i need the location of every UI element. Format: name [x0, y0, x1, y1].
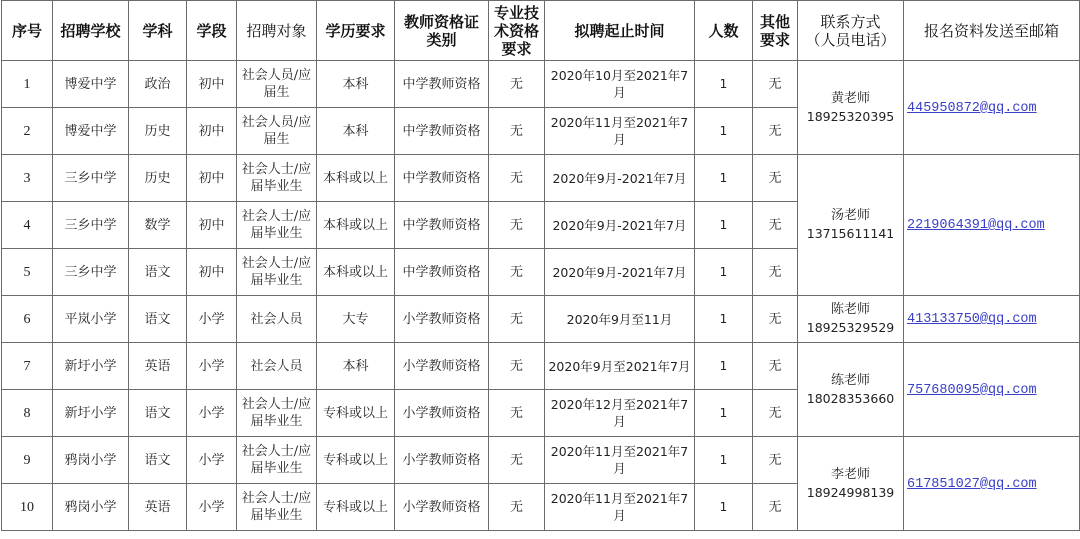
- header-target: 招聘对象: [237, 1, 317, 61]
- cell-period: 2020年11月至2021年7月: [545, 437, 695, 484]
- cell-target: 社会人员: [237, 296, 317, 343]
- cell-other: 无: [753, 202, 798, 249]
- cell-level: 小学: [187, 390, 237, 437]
- cell-count: 1: [695, 484, 753, 531]
- cell-subject: 政治: [129, 61, 187, 108]
- cell-cert: 中学教师资格: [395, 108, 489, 155]
- cell-school: 三乡中学: [53, 202, 129, 249]
- table-row: [2, 437, 1080, 484]
- cell-target: 社会人员: [237, 343, 317, 390]
- cell-level: 初中: [187, 249, 237, 296]
- email-link[interactable]: 445950872@qq.com: [907, 100, 1037, 116]
- cell-cert: 小学教师资格: [395, 296, 489, 343]
- cell-contact: [798, 343, 904, 437]
- cell-contact: [798, 155, 904, 296]
- header-contact-line1: 联系方式: [820, 12, 881, 31]
- cell-subject: 语文: [129, 296, 187, 343]
- cell-period: 2020年9月-2021年7月: [545, 249, 695, 296]
- cell-school: 鸦岗小学: [53, 484, 129, 531]
- cell-seq: 8: [2, 390, 53, 437]
- cell-tech: 无: [489, 61, 545, 108]
- cell-cert: 中学教师资格: [395, 155, 489, 202]
- header-seq: 序号: [2, 1, 53, 61]
- cell-level: 小学: [187, 484, 237, 531]
- cell-period: 2020年11月至2021年7月: [545, 484, 695, 531]
- cell-seq: 6: [2, 296, 53, 343]
- cell-target: 社会人员/应届生: [237, 61, 317, 108]
- cell-email: [904, 296, 1080, 343]
- cell-other: 无: [753, 390, 798, 437]
- table-row: [2, 61, 1080, 108]
- cell-seq: 1: [2, 61, 53, 108]
- cell-count: 1: [695, 202, 753, 249]
- cell-target: 社会人员/应届生: [237, 108, 317, 155]
- cell-email: [904, 61, 1080, 155]
- cell-count: 1: [695, 108, 753, 155]
- cell-period: 2020年12月至2021年7月: [545, 390, 695, 437]
- cell-seq: 5: [2, 249, 53, 296]
- cell-subject: 语文: [129, 249, 187, 296]
- cell-seq: 10: [2, 484, 53, 531]
- cell-email: [904, 155, 1080, 296]
- cell-tech: 无: [489, 296, 545, 343]
- cell-tech: 无: [489, 343, 545, 390]
- cell-period: 2020年10月至2021年7月: [545, 61, 695, 108]
- cell-education: 本科或以上: [317, 155, 395, 202]
- cell-count: 1: [695, 249, 753, 296]
- header-period: 拟聘起止时间: [545, 1, 695, 61]
- cell-count: 1: [695, 296, 753, 343]
- header-level: 学段: [187, 1, 237, 61]
- cell-school: 新圩小学: [53, 343, 129, 390]
- cell-cert: 小学教师资格: [395, 437, 489, 484]
- contact-name: 练老师: [830, 372, 870, 388]
- cell-school: 三乡中学: [53, 155, 129, 202]
- cell-cert: 中学教师资格: [395, 249, 489, 296]
- cell-level: 初中: [187, 61, 237, 108]
- cell-subject: 语文: [129, 437, 187, 484]
- cell-tech: 无: [489, 390, 545, 437]
- cell-contact: [798, 437, 904, 531]
- cell-other: 无: [753, 343, 798, 390]
- cell-seq: 3: [2, 155, 53, 202]
- cell-cert: 小学教师资格: [395, 343, 489, 390]
- contact-name: 陈老师: [830, 302, 870, 317]
- cell-target: 社会人士/应届毕业生: [237, 202, 317, 249]
- header-row: [2, 1, 1080, 61]
- header-count: 人数: [695, 1, 753, 61]
- email-link[interactable]: 617851027@qq.com: [907, 476, 1037, 492]
- cell-tech: 无: [489, 108, 545, 155]
- contact-name: 黄老师: [830, 90, 870, 106]
- cell-education: 本科或以上: [317, 249, 395, 296]
- cell-subject: 英语: [129, 484, 187, 531]
- email-link[interactable]: 2219064391@qq.com: [907, 218, 1045, 233]
- table-row: [2, 296, 1080, 343]
- cell-school: 三乡中学: [53, 249, 129, 296]
- cell-seq: 7: [2, 343, 53, 390]
- contact-phone: 18925320395: [806, 108, 895, 124]
- cell-contact: [798, 296, 904, 343]
- cell-tech: 无: [489, 484, 545, 531]
- cell-count: 1: [695, 61, 753, 108]
- cell-level: 小学: [187, 343, 237, 390]
- cell-other: 无: [753, 484, 798, 531]
- header-email: 报名资料发送至邮箱: [904, 1, 1080, 61]
- contact-name: 汤老师: [830, 208, 870, 223]
- cell-school: 新圩小学: [53, 390, 129, 437]
- cell-period: 2020年9月至11月: [545, 296, 695, 343]
- cell-cert: 中学教师资格: [395, 202, 489, 249]
- cell-other: 无: [753, 437, 798, 484]
- cell-email: [904, 343, 1080, 437]
- cell-other: 无: [753, 249, 798, 296]
- cell-other: 无: [753, 296, 798, 343]
- cell-period: 2020年9月-2021年7月: [545, 202, 695, 249]
- email-link[interactable]: 757680095@qq.com: [907, 382, 1037, 398]
- recruitment-table: [1, 0, 1080, 531]
- header-contact: [798, 1, 904, 61]
- cell-cert: 小学教师资格: [395, 484, 489, 531]
- table-row: [2, 343, 1080, 390]
- cell-level: 初中: [187, 155, 237, 202]
- cell-education: 本科或以上: [317, 202, 395, 249]
- header-tech: 专业技术资格要求: [489, 1, 545, 61]
- cell-period: 2020年9月-2021年7月: [545, 155, 695, 202]
- cell-school: 鸦岗小学: [53, 437, 129, 484]
- cell-subject: 历史: [129, 155, 187, 202]
- cell-education: 专科或以上: [317, 437, 395, 484]
- cell-target: 社会人士/应届毕业生: [237, 249, 317, 296]
- contact-phone: 13715611141: [806, 226, 895, 241]
- cell-seq: 4: [2, 202, 53, 249]
- contact-phone: 18925329529: [806, 320, 895, 335]
- header-subject: 学科: [129, 1, 187, 61]
- cell-tech: 无: [489, 155, 545, 202]
- cell-level: 小学: [187, 296, 237, 343]
- contact-phone: 18028353660: [806, 390, 895, 406]
- cell-subject: 数学: [129, 202, 187, 249]
- email-link[interactable]: 413133750@qq.com: [907, 312, 1037, 327]
- cell-school: 平岚小学: [53, 296, 129, 343]
- cell-other: 无: [753, 108, 798, 155]
- contact-phone: 18924998139: [806, 484, 895, 500]
- cell-count: 1: [695, 437, 753, 484]
- cell-education: 本科: [317, 61, 395, 108]
- cell-subject: 英语: [129, 343, 187, 390]
- cell-education: 本科: [317, 108, 395, 155]
- cell-seq: 2: [2, 108, 53, 155]
- cell-level: 小学: [187, 437, 237, 484]
- cell-other: 无: [753, 155, 798, 202]
- cell-level: 初中: [187, 202, 237, 249]
- header-other: 其他要求: [753, 1, 798, 61]
- cell-education: 大专: [317, 296, 395, 343]
- cell-education: 专科或以上: [317, 484, 395, 531]
- cell-target: 社会人士/应届毕业生: [237, 390, 317, 437]
- cell-cert: 小学教师资格: [395, 390, 489, 437]
- cell-seq: 9: [2, 437, 53, 484]
- contact-name: 李老师: [830, 466, 870, 482]
- cell-school: 博爱中学: [53, 61, 129, 108]
- cell-cert: 中学教师资格: [395, 61, 489, 108]
- table-row: [2, 155, 1080, 202]
- cell-target: 社会人士/应届毕业生: [237, 484, 317, 531]
- cell-count: 1: [695, 390, 753, 437]
- cell-tech: 无: [489, 249, 545, 296]
- cell-level: 初中: [187, 108, 237, 155]
- cell-count: 1: [695, 155, 753, 202]
- header-education: 学历要求: [317, 1, 395, 61]
- cell-period: 2020年9月至2021年7月: [545, 343, 695, 390]
- cell-tech: 无: [489, 437, 545, 484]
- cell-subject: 语文: [129, 390, 187, 437]
- cell-period: 2020年11月至2021年7月: [545, 108, 695, 155]
- cell-target: 社会人士/应届毕业生: [237, 437, 317, 484]
- header-school: 招聘学校: [53, 1, 129, 61]
- cell-contact: [798, 61, 904, 155]
- cell-tech: 无: [489, 202, 545, 249]
- cell-school: 博爱中学: [53, 108, 129, 155]
- cell-count: 1: [695, 343, 753, 390]
- cell-education: 本科: [317, 343, 395, 390]
- cell-email: [904, 437, 1080, 531]
- cell-education: 专科或以上: [317, 390, 395, 437]
- header-cert: 教师资格证类别: [395, 1, 489, 61]
- header-contact-line2: （人员电话）: [805, 30, 896, 49]
- cell-subject: 历史: [129, 108, 187, 155]
- cell-target: 社会人士/应届毕业生: [237, 155, 317, 202]
- cell-other: 无: [753, 61, 798, 108]
